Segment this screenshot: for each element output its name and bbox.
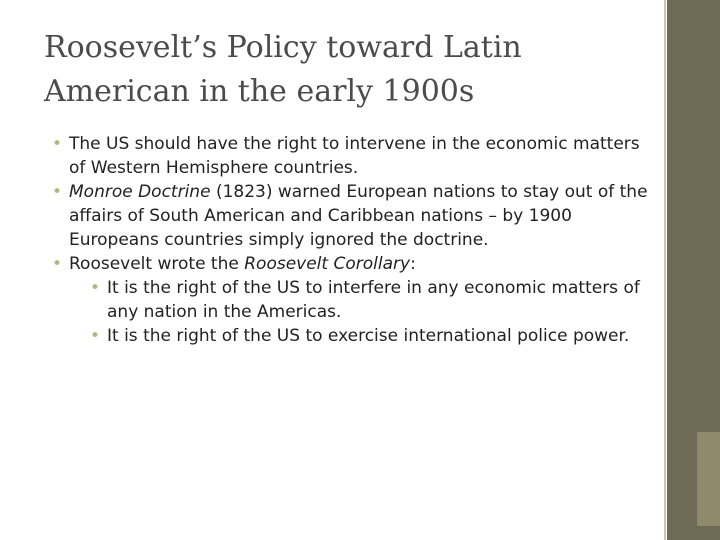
bullet-list <box>50 132 650 348</box>
bullet-text: (1823) warned European nations to stay out of the affairs of South American and Caribbean nations – by 1900 Europeans countries simply ignored the doctrine. <box>69 182 648 250</box>
sidebar-divider <box>664 0 666 540</box>
bullet-text-suffix: : <box>410 254 416 274</box>
bullet-item <box>50 132 650 180</box>
bullet-italic-term: Roosevelt Corollary <box>244 254 411 274</box>
slide-content <box>50 132 650 348</box>
bullet-text: Roosevelt wrote the <box>69 254 245 274</box>
sub-bullet-text: It is the right of the US to interfere in any economic matters of any nation in the Americas. <box>107 278 640 322</box>
bullet-item <box>50 252 650 348</box>
sub-bullet-text: It is the right of the US to exercise international police power. <box>107 326 630 346</box>
bullet-italic-term: Monroe Doctrine <box>69 182 211 202</box>
sidebar-accent-bar <box>697 432 720 526</box>
sub-bullet-item <box>88 276 650 324</box>
bullet-text: The US should have the right to intervene in the economic matters of Western Hemisphere countries. <box>69 134 640 178</box>
sub-bullet-item <box>88 324 650 348</box>
bullet-item <box>50 180 650 252</box>
slide-title: Roosevelt’s Policy toward Latin American in the early 1900s <box>44 30 522 109</box>
sub-bullet-list <box>69 276 650 348</box>
